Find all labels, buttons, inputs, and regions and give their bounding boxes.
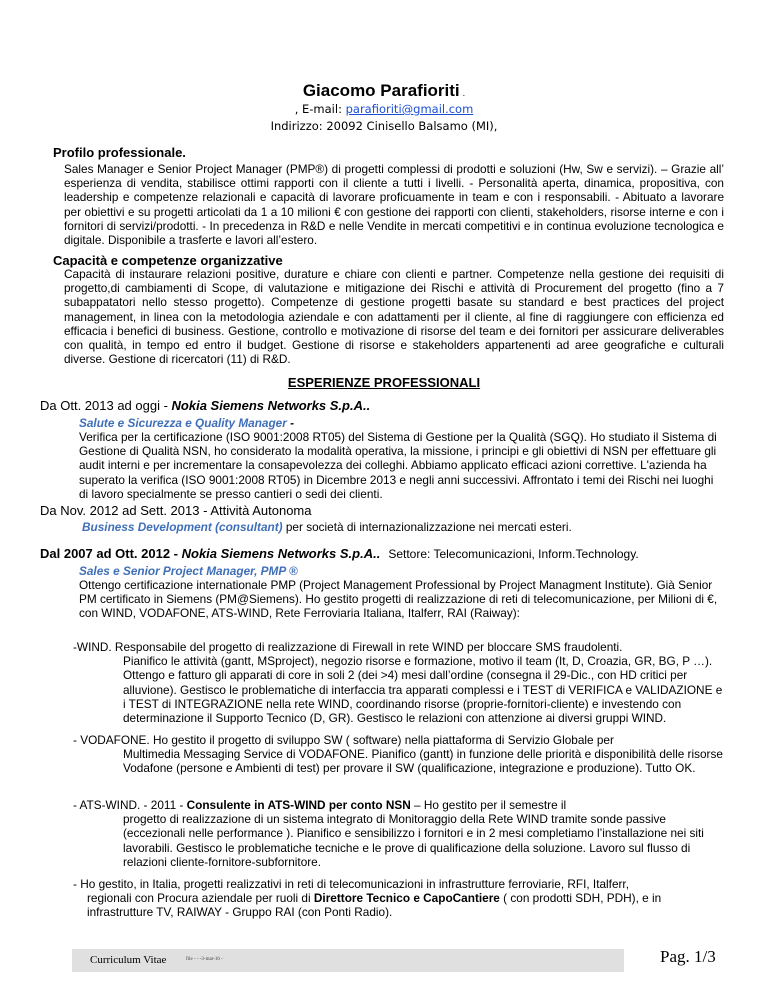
experience-3-sector: Settore: Telecomunicazioni, Inform.Technology.: [388, 547, 639, 561]
email-prefix: , E-mail:: [294, 102, 346, 116]
railway-role: Direttore Tecnico e CapoCantiere: [313, 891, 500, 906]
experience-3-header: [40, 546, 639, 561]
footer-label: Curriculum Vitae: [90, 954, 167, 966]
ats-wind-consultant: Consulente in ATS-WIND per conto NSN: [186, 798, 411, 812]
capacita-heading: Capacità e competenze organizzative: [53, 253, 283, 268]
experience-2-role: Business Development (consultant): [82, 520, 283, 534]
experience-1-role-dash: -: [286, 416, 295, 430]
experience-1-period: Da Ott. 2013 ad oggi -: [40, 398, 172, 413]
name-line: [0, 81, 768, 101]
list-item-vodafone-first: - VODAFONE. Ho gestito il progetto di sviluppo SW ( software) nella piattaforma di Servizio Globale per: [73, 733, 614, 747]
experience-3-description: Ottengo certificazione internationale PMP (Project Management Professional by Project Managment Institute). Già Senior PM certificato in Siemens (PM@Siemens). Ho gestito progetti di realizzazione di reti di telecomunicazione, per Milioni di €, con WIND, VODAFONE, ATS-WIND, Rete Ferroviaria Italiana, Italferr, RAI (Raiway):: [79, 578, 718, 621]
experience-2-period: Da Nov. 2012 ad Sett. 2013 - Attività Autonoma: [40, 503, 312, 518]
email-link[interactable]: parafioriti@gmail.com: [345, 102, 474, 116]
railway-lead: regionali con Procura aziendale per ruoli di: [87, 891, 314, 906]
experience-3-company: Nokia Siemens Networks S.p.A..: [181, 546, 381, 561]
list-item-railway: [73, 877, 723, 920]
esperienze-heading: ESPERIENZE PROFESSIONALI: [287, 375, 481, 390]
railway-tail: ( con prodotti SDH, PDH), e in infrastrutture TV, RAIWAY - Gruppo RAI (con Ponti Radio).: [87, 891, 662, 920]
candidate-name: Giacomo Parafioriti: [302, 81, 460, 100]
list-item-vodafone: [73, 733, 723, 776]
ats-wind-tail: – Ho gestito per il semestre il: [410, 798, 567, 812]
experience-2-role-rest: per società di internazionalizzazione nei mercati esteri.: [282, 520, 572, 534]
experience-3-period: Dal 2007 ad Ott. 2012 -: [40, 546, 182, 561]
page-number: Pag. 1/3: [660, 947, 716, 966]
list-item-wind-cont: Pianifico le attività (gantt, MSproject), negozio risorse e formazione, motivo il team (It, D, Croazia, GR, BG, P …). Ottengo e fatturo gli apparati di core in soli 2 (dei >4) mesi dall’ordine (consegna il 29-Dic., con HD critici per alluvione). Gestisco le problematiche di interfaccia tra apparati complessi e i TEST di VERIFICA e VALIDAZIONE e i TEST di INTEGRAZIONE nella rete WIND, coordinando risorse (proprie-fornitori-cliente) e investendo con determinazione il Supporto Tecnico (D, GR). Gestisco le relazioni con attenzione ai diversi gruppi WIND.: [123, 654, 723, 726]
experience-3-role: Sales e Senior Project Manager, PMP ®: [79, 564, 298, 578]
list-item-ats-wind: [73, 798, 723, 869]
footer-file: file - - -3-mar-16 -: [186, 957, 223, 962]
list-item-vodafone-cont: Multimedia Messaging Service di VODAFONE. Pianifico (gantt) in funzione delle priorità e disponibilità delle risorse Vodafone (persone e Ambienti di test) per provare il SW (qualificazione, integrazione e produzione). Tutto OK.: [123, 747, 723, 776]
email-line: [0, 102, 768, 116]
experience-1-header: [40, 398, 370, 413]
list-item-ats-wind-cont: progetto di realizzazione di un sistema integrato di Monitoraggio della Rete WIND tramite sonde passive (eccezionali nelle performance ). Pianifico e sensibilizzo i fornitori e in 2 mesi completiamo l’installazione nei siti lavorabili. Gestisco le problematiche tecniche e le prove di qualificazione della soluzione. Lavoro sul flusso di relazioni cliente-fornitore-subfornitore.: [123, 812, 704, 869]
experience-1-role-line: [79, 416, 294, 430]
experience-1-role: Salute e Sicurezza e Quality Manager: [79, 416, 287, 430]
address-line: Indirizzo: 20092 Cinisello Balsamo (MI),: [270, 119, 498, 133]
experience-1-description: Verifica per la certificazione (ISO 9001:2008 RT05) del Sistema di Gestione per la Qualità (SGQ). Ho studiato il Sistema di Gestione di Qualità NSN, ho considerato la modalità operativa, la missione, i principi e gli obiettivi di NSN per effettuare gli audit interni e per incrementare la consapevolezza dei colleghi. Abbiamo applicato efficaci azioni correttive. L'azienda ha superato la verifica (ISO 9001:2008 RT05) in Dicembre 2013 e negli anni successivi. Affrontato i temi dei Rischi nei luoghi di lavoro specialmente se presso cantieri o sedi dei clienti.: [79, 430, 717, 501]
list-item-ats-wind-first: [73, 798, 723, 812]
list-item-railway-first: - Ho gestito, in Italia, progetti realizzativi in reti di telecomunicazioni in infrastrutture ferroviarie, RFI, Italferr,: [73, 877, 629, 891]
experience-1-company: Nokia Siemens Networks S.p.A..: [171, 398, 371, 413]
capacita-text: Capacità di instaurare relazioni positive, durature e chiare con clienti e partner. Competenze nella gestione dei requisiti di progetto,di cambiamenti di Scope, di valutazione e mitigazione dei Rischi e attività di Procurement del progetto (fino a 7 subappatatori nello stesso progetto). Competenze di gestione progetti basate su standard e best practices del project management, in linea con la metodologia aziendale e con adattamenti per il cliente, al fine di raggiungere con efficienza ed efficacia i benefici di business. Gestione, controllo e motivazione di risorse del team e dei fornitori per assicurare deliverables con qualità, in tempo ed entro il budget. Gestione di risorse e stakeholders appartenenti ad aree geografiche e culturali diverse. Gestione di ricercatori (11) di R&D.: [64, 267, 724, 367]
experience-2-role-line: [82, 520, 572, 534]
profilo-text: Sales Manager e Senior Project Manager (PMP®) di progetti complessi di prodotti e soluzioni (Hw, Sw e servizi). – Grazie all’ esperienza di vendita, stabilisce ottimi rapporti con il cliente a tutti i livelli. - Personalità aperta, dinamica, propositiva, con leadership e competenze relazionali e capacità di lavorare proficuamente in team e con i responsabili. - Abituato a lavorare per obiettivi e su progetti articolati da 1 a 10 milioni € con gestione dei rapporti con clienti, stakeholders, risorse interne e con i fornitori di servizi/prodotti. - In precedenza in R&D e nelle Vendite in mercati competitivi e in continua evoluzione tecnologica e digitale. Disponibile a trasferte e lavori all’estero.: [64, 162, 724, 248]
ats-wind-lead: - ATS-WIND. - 2011 -: [73, 798, 187, 812]
list-item-railway-cont: [73, 891, 723, 919]
profilo-heading: Profilo professionale.: [53, 145, 186, 160]
name-suffix: .: [462, 88, 466, 98]
list-item-wind-first: -WIND. Responsabile del progetto di realizzazione di Firewall in rete WIND per bloccare SMS fraudolenti.: [73, 640, 623, 654]
list-item-wind: [73, 640, 723, 725]
